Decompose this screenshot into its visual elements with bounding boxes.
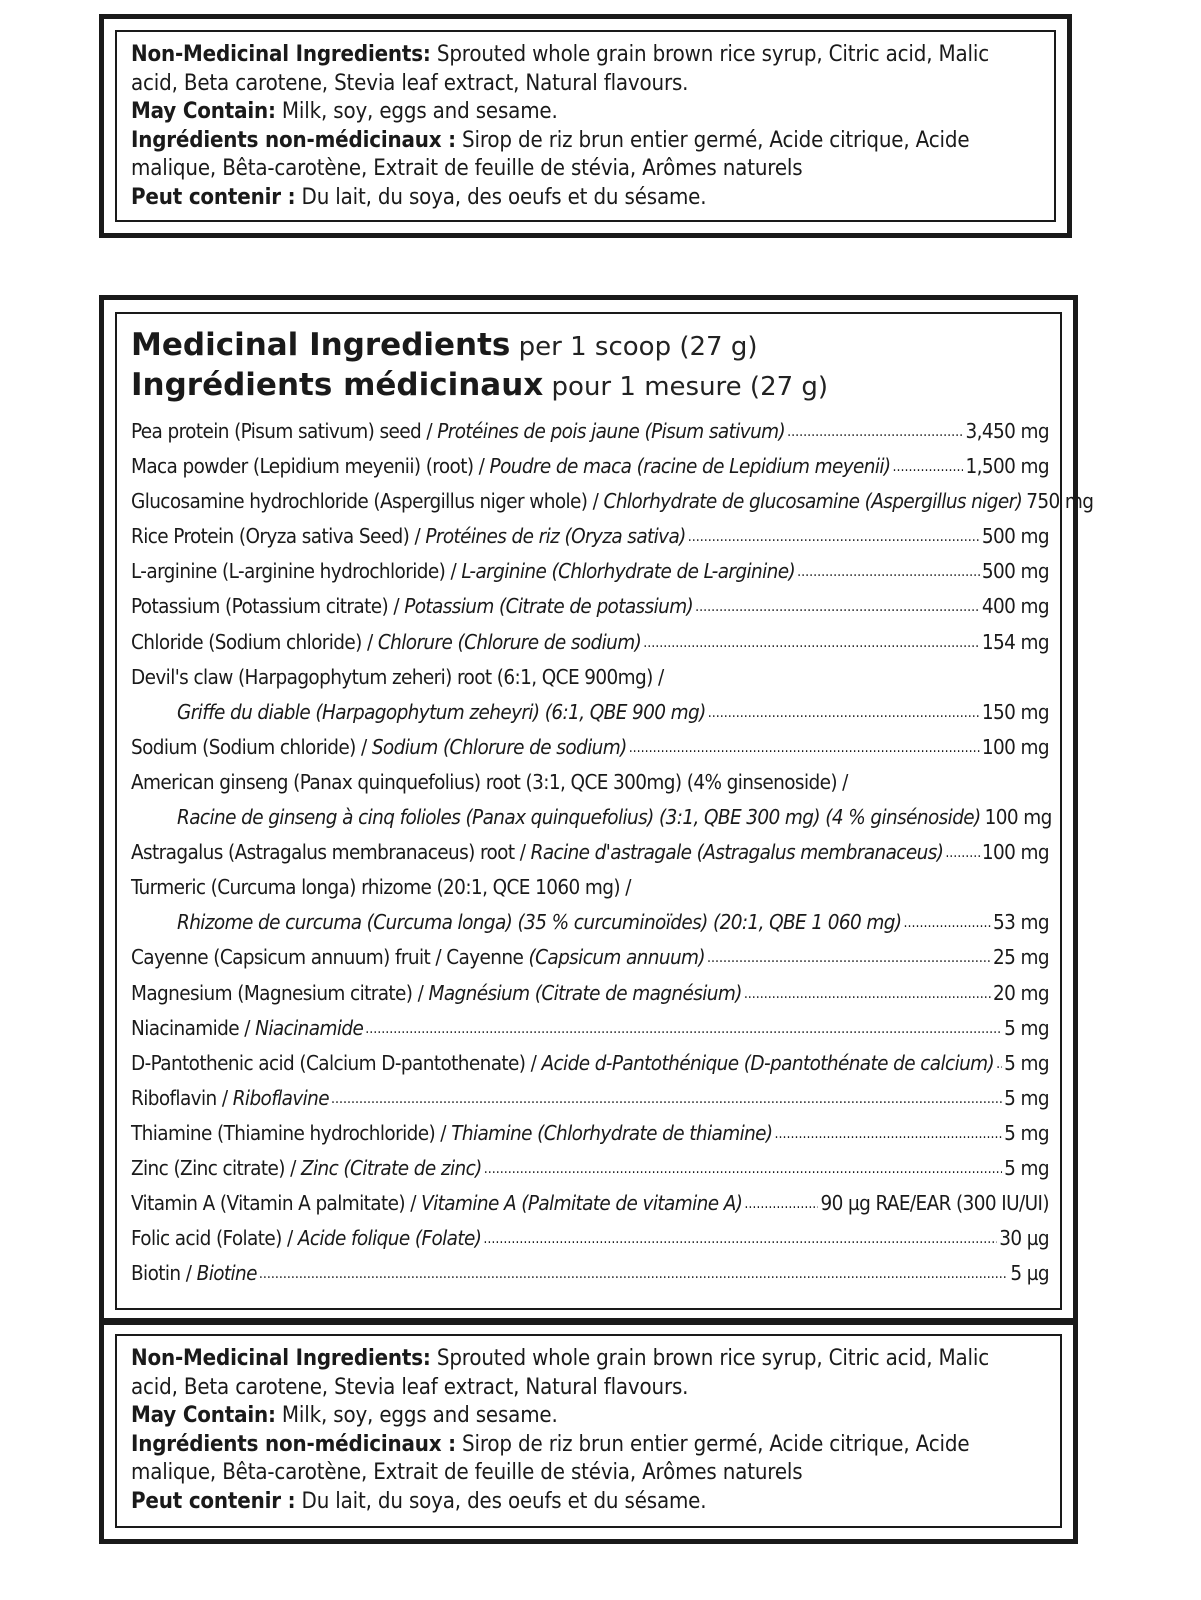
dot-leader (893, 447, 964, 485)
dot-leader (707, 938, 991, 976)
ingredient-name-en: Thiamine (Thiamine hydrochloride) / (131, 1120, 452, 1145)
ingredient-row (131, 695, 1049, 730)
ingredient-amount: 20 mg (993, 980, 1049, 1005)
ingredient-amount: 25 mg (993, 945, 1049, 970)
dot-leader (695, 587, 980, 625)
ingredient-row (131, 554, 1049, 589)
top-non-medicinal-box (99, 14, 1072, 238)
ingredient-name-en: Niacinamide / (131, 1015, 256, 1040)
ingredient-row (131, 625, 1049, 660)
ingredient-name-fr: Acide d-Pantothénique (D-pantothénate de calcium) (541, 1050, 995, 1075)
ingredient-name-fr: Protéines de riz (Oryza sativa) (425, 524, 686, 549)
ingredient-amount: 154 mg (981, 629, 1049, 654)
ingredient-row (131, 800, 1052, 835)
dot-leader (483, 1219, 997, 1257)
ingredient-name-en: Vitamin A (Vitamin A palmitate) / (131, 1191, 422, 1216)
top-non-medicinal-inner-border (115, 30, 1056, 222)
ingredient-name (131, 835, 943, 870)
ingredient-name (131, 554, 795, 589)
ingredient-name-en: Pea protein (Pisum sativum) seed / (131, 419, 438, 443)
ingredient-row (131, 730, 1049, 765)
ingredient-name-en: Zinc (Zinc citrate) / (131, 1155, 301, 1180)
bottom-non-medicinal-inner-border (115, 1334, 1062, 1528)
ingredient-name-en: L-arginine (L-arginine hydrochloride) / (131, 559, 462, 584)
dot-leader (365, 1009, 1002, 1047)
ingredient-name-en: Rice Protein (Oryza sativa Seed) / (131, 524, 426, 549)
ingredient-name (131, 765, 848, 800)
dot-leader (629, 728, 980, 766)
ingredient-name-en: Magnesium (Magnesium citrate) / (131, 980, 429, 1005)
ingredient-row (131, 414, 1049, 449)
ingredient-row (131, 589, 1049, 624)
dot-leader (744, 974, 991, 1012)
nm-line: Non-Medicinal Ingredients: Sprouted whole grain brown rice syrup, Citric acid, Malic (131, 42, 989, 67)
bottom-non-medicinal-text (131, 1345, 1072, 1517)
ingredient-amount: 400 mg (981, 594, 1049, 619)
ingredient-amount: 5 µg (1010, 1261, 1049, 1286)
ingredient-row (131, 1151, 1049, 1186)
dot-leader (996, 1044, 1002, 1082)
ingredient-list (131, 414, 1094, 1291)
ingredient-amount: 90 µg RAE/EAR (300 IU/UI) (820, 1191, 1049, 1216)
bottom-non-medicinal-box (99, 1318, 1078, 1544)
dot-leader (708, 693, 980, 731)
ingredient-row (131, 1256, 1049, 1291)
ingredient-name-fr: Acide folique (Folate) (297, 1226, 482, 1251)
ingredient-amount: 500 mg (981, 524, 1049, 549)
ingredient-amount: 1,500 mg (965, 454, 1049, 479)
ingredient-name (131, 1116, 773, 1151)
ingredient-name-fr: Sodium (Chlorure de sodium) (371, 734, 627, 759)
ingredient-row (131, 1011, 1049, 1046)
ingredient-amount: 5 mg (1004, 1050, 1049, 1075)
ingredient-amount: 100 mg (981, 840, 1049, 865)
dot-leader (331, 1079, 1002, 1117)
ingredient-name-en: Folic acid (Folate) / (131, 1226, 298, 1251)
ingredient-row (131, 976, 1049, 1011)
dot-leader (945, 833, 980, 871)
dot-leader (787, 412, 963, 450)
ingredient-name (131, 1151, 482, 1186)
ingredient-name-fr: Niacinamide (255, 1015, 364, 1040)
ingredient-row (131, 905, 1049, 940)
ingredient-name-en: American ginseng (Panax quinquefolius) root (3:1, QCE 300mg) (4% ginsenoside) / (131, 769, 848, 794)
ingredient-name-en: Astragalus (Astragalus membranaceus) root / (131, 840, 531, 865)
medicinal-ingredients-box (99, 295, 1094, 1325)
dot-leader (775, 1114, 1003, 1152)
ingredient-name (131, 589, 693, 624)
ingredient-amount: 150 mg (981, 699, 1049, 724)
ingredient-name (131, 1186, 742, 1221)
ingredient-amount: 3,450 mg (965, 419, 1049, 443)
ingredient-amount: 100 mg (981, 734, 1049, 759)
ingredient-name (131, 940, 705, 975)
dot-leader (484, 1149, 1002, 1187)
ingredient-amount: 5 mg (1004, 1155, 1049, 1180)
ingredient-name (131, 1081, 329, 1116)
ingredient-name (131, 730, 627, 765)
nm-line: May Contain: Milk, soy, eggs and sesame. (131, 1403, 558, 1429)
dot-leader (688, 517, 980, 555)
ingredient-name (131, 414, 785, 449)
ingredient-name-en: Turmeric (Curcuma longa) rhizome (20:1, QCE 1060 mg) / (131, 875, 631, 900)
ingredient-row (131, 765, 1049, 800)
ingredient-name (131, 976, 742, 1011)
nm-line: Non-Medicinal Ingredients: Sprouted whole grain brown rice syrup, Citric acid, Malic (131, 1346, 989, 1371)
ingredient-name-fr: L-arginine (Chlorhydrate de L-arginine) (461, 559, 796, 584)
ingredient-row (131, 660, 1049, 695)
ingredient-name-fr: Riboflavine (232, 1085, 330, 1110)
ingredient-name-fr: Magnésium (Citrate de magnésium) (428, 980, 742, 1005)
ingredient-row (131, 1081, 1049, 1116)
ingredient-name-en: D-Pantothenic acid (Calcium D-pantothenate) / (131, 1050, 542, 1075)
ingredient-name-fr: Protéines de pois jaune (Pisum sativum) (437, 419, 786, 443)
ingredient-name-fr: Biotine (196, 1261, 257, 1286)
ingredient-name-fr: Zinc (Citrate de zinc) (300, 1155, 482, 1180)
dot-leader (797, 552, 980, 590)
ingredient-name-fr: Racine de ginseng à cinq folioles (Panax quinquefolius) (3:1, QBE 300 mg) (4 % ginsénoside) (177, 805, 981, 830)
medicinal-inner-border (115, 312, 1094, 1310)
ingredient-row (131, 449, 1049, 484)
ingredient-name (131, 1221, 481, 1256)
ingredient-amount: 100 mg (984, 805, 1052, 830)
ingredient-name-en: Cayenne (Capsicum annuum) fruit / Cayenne (131, 945, 529, 970)
ingredient-name (131, 1256, 257, 1291)
ingredient-row (131, 835, 1049, 870)
top-non-medicinal-text (131, 41, 1072, 213)
ingredient-row (131, 1046, 1049, 1081)
ingredient-amount: 30 µg (999, 1226, 1049, 1251)
ingredient-name-fr: Potassium (Citrate de potassium) (404, 594, 694, 619)
ingredient-name-en: Biotin / (131, 1261, 197, 1286)
ingredient-name-fr: Vitamine A (Palmitate de vitamine A) (421, 1191, 743, 1216)
ingredient-name-en: Devil's claw (Harpagophytum zeheri) root (6:1, QCE 900mg) / (131, 664, 664, 689)
ingredient-amount: 5 mg (1004, 1085, 1049, 1110)
nm-line: Peut contenir : Du lait, du soya, des oeufs et du sésame. (131, 1488, 707, 1514)
ingredient-name (131, 660, 664, 695)
ingredient-name-en: Potassium (Potassium citrate) / (131, 594, 405, 619)
ingredient-row (131, 1186, 1049, 1221)
ingredient-name-en: Maca powder (Lepidium meyenii) (root) / (131, 454, 490, 479)
ingredient-name-fr: Chlorure (Chlorure de sodium) (377, 629, 642, 654)
ingredient-row (131, 519, 1049, 554)
medicinal-header (131, 326, 828, 406)
nm-line: Ingrédients non-médicinaux : Sirop de riz brun entier germé, Acide citrique, Acide (131, 1431, 970, 1457)
ingredient-name-en: Riboflavin / (131, 1085, 233, 1110)
ingredient-name-fr: Racine d'astragale (Astragalus membranaceus) (530, 840, 944, 865)
ingredient-row (131, 870, 1049, 905)
ingredient-name-fr: Rhizome de curcuma (Curcuma longa) (35 % curcuminoïdes) (20:1, QBE 1 060 mg) (177, 910, 902, 935)
ingredient-amount: 750 mg (1026, 489, 1094, 514)
nm-line: Ingrédients non-médicinaux : Sirop de riz brun entier germé, Acide citrique, Acide (131, 127, 970, 153)
dot-leader (259, 1254, 1008, 1292)
ingredient-name (131, 1046, 994, 1081)
ingredient-name-fr: Thiamine (Chlorhydrate de thiamine) (451, 1120, 773, 1145)
ingredient-row (131, 484, 1094, 519)
ingredient-name (131, 1011, 363, 1046)
ingredient-name (131, 484, 1022, 519)
ingredient-amount: 5 mg (1004, 1015, 1049, 1040)
ingredient-row (131, 1116, 1049, 1151)
ingredient-name-en: Chloride (Sodium chloride) / (131, 629, 378, 654)
ingredient-name (131, 905, 901, 940)
dot-leader (643, 623, 980, 661)
ingredient-name (131, 870, 631, 905)
nm-line: malique, Bêta-carotène, Extrait de feuille de stévia, Arômes naturels (131, 1460, 803, 1486)
ingredient-name-fr: Chlorhydrate de glucosamine (Aspergillus niger) (603, 489, 1023, 514)
medicinal-title-fr: Ingrédients médicinaux pour 1 mesure (27 g) (131, 367, 829, 403)
ingredient-amount: 53 mg (993, 910, 1049, 935)
ingredient-name-en: Sodium (Sodium chloride) / (131, 734, 372, 759)
nm-line: malique, Bêta-carotène, Extrait de feuille de stévia, Arômes naturels (131, 156, 803, 182)
medicinal-title-en: Medicinal Ingredients per 1 scoop (27 g) (131, 327, 758, 363)
ingredient-name-fr: Poudre de maca (racine de Lepidium meyenii) (489, 454, 891, 479)
ingredient-name (131, 519, 686, 554)
ingredient-name (131, 449, 891, 484)
ingredient-name-fr: (Capsicum annuum) (528, 945, 705, 970)
dot-leader (744, 1184, 818, 1222)
ingredient-name-fr: Griffe du diable (Harpagophytum zeheyri) (6:1, QBE 900 mg) (177, 699, 706, 724)
ingredient-amount: 500 mg (981, 559, 1049, 584)
ingredient-name (131, 800, 981, 835)
dot-leader (903, 903, 991, 941)
ingredient-name (131, 695, 706, 730)
ingredient-row (131, 1221, 1049, 1256)
nm-line: May Contain: Milk, soy, eggs and sesame. (131, 99, 558, 125)
nm-line: acid, Beta carotene, Stevia leaf extract, Natural flavours. (131, 1374, 689, 1400)
ingredient-name-en: Glucosamine hydrochloride (Aspergillus niger whole) / (131, 489, 604, 514)
nm-line: Peut contenir : Du lait, du soya, des oeufs et du sésame. (131, 184, 707, 210)
nm-line: acid, Beta carotene, Stevia leaf extract, Natural flavours. (131, 70, 689, 96)
ingredient-row (131, 940, 1049, 975)
ingredient-name (131, 625, 641, 660)
ingredient-amount: 5 mg (1004, 1120, 1049, 1145)
